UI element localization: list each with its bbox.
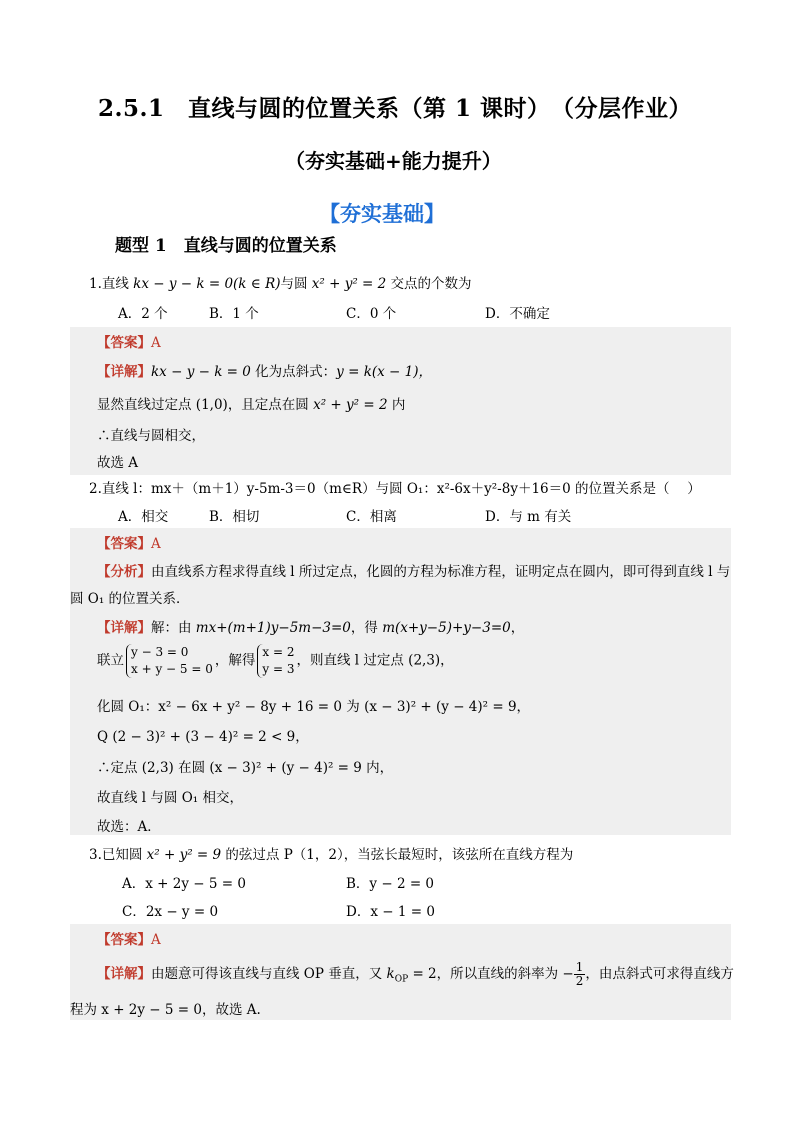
q1-stem-circle: x² + y² = 2 [311, 276, 387, 292]
q2-system2-eq1: x = 2 [262, 645, 295, 659]
detail-tag: 【详解】 [97, 966, 151, 982]
q1-d2-text-a: 显然直线过定点 [97, 397, 196, 413]
q2-option-a: A．相交 [118, 509, 169, 525]
q2-d1-text-b: ，得 [350, 620, 383, 636]
q2-analysis-text1: 由直线系方程求得直线 l 所过定点，化圆的方程为标准方程，证明定点在圆内，即可得到直线 l 与 [151, 564, 731, 580]
q2-system1-eq1: y − 3 = 0 [131, 645, 189, 659]
q1-d2-circle: x² + y² = 2 [313, 397, 388, 413]
q1-d1-math2: y = k(x − 1)， [336, 364, 433, 380]
q3-fraction-den: 2 [575, 974, 584, 988]
q2-detail-line3: 化圆 O₁：x² − 6x + y² − 8y + 16 = 0 为 (x − 3)² + (y − 4)² = 9， [97, 699, 531, 715]
q1-option-c: C．0 个 [346, 306, 397, 322]
q1-d1-math: kx − y − k = 0 [151, 364, 251, 380]
q2-analysis-line2: 圆 O₁ 的位置关系． [70, 591, 190, 607]
q2-system1 [126, 644, 213, 678]
q3-answer-value: A [151, 932, 161, 948]
q1-stem [89, 272, 472, 292]
q2-answer-value: A [151, 536, 161, 552]
q1-detail-line1 [97, 360, 432, 380]
q1-detail-line2 [97, 393, 405, 413]
q3-d1-text-b: = 2，所以直线的斜率为 − [408, 966, 574, 982]
q1-answer-value: A [151, 335, 161, 351]
q1-option-d: D．不确定 [485, 306, 550, 322]
q2-analysis-line1 [97, 560, 730, 580]
q1-stem-text-a: 1.直线 [89, 276, 134, 292]
answer-tag: 【答案】 [97, 536, 151, 552]
q1-option-a: A．2 个 [118, 306, 168, 322]
q2-detail-line1 [97, 616, 524, 636]
q3-d1-k: k [386, 966, 395, 982]
q2-d2-text-b: ，解得 [214, 652, 256, 669]
q2-option-c: C．相离 [346, 509, 397, 525]
q1-d2-text-c: 内 [387, 397, 406, 413]
q3-fraction [574, 961, 586, 988]
page-subtitle: （夯实基础+能力提升） [285, 149, 502, 173]
q2-d1-text-c: ， [510, 620, 525, 636]
q2-d1-text-a: 解：由 [151, 620, 196, 636]
answer-tag: 【答案】 [97, 932, 151, 948]
q2-detail-line4: Q (2 − 3)² + (3 − 4)² = 2 < 9， [97, 729, 309, 745]
q1-answer [97, 331, 161, 351]
q2-system2-eq2: y = 3 [262, 662, 295, 676]
q2-d2-text-c: ，则直线 l 过定点 (2,3)， [296, 652, 454, 669]
q2-detail-line2 [97, 644, 454, 678]
q1-stem-math: kx − y − k = 0(k ∈ R) [133, 276, 281, 292]
q2-stem: 2.直线 l：mx＋（m＋1）y-5m-3＝0（m∈R）与圆 O₁：x²-6x＋y²-8y＋16＝0 的位置关系是（ ） [89, 481, 701, 497]
q2-option-d: D．与 m 有关 [485, 509, 572, 525]
q2-option-b: B．相切 [209, 509, 260, 525]
q1-d2-point: (1,0) [195, 397, 228, 413]
q3-detail-line1 [97, 961, 734, 988]
q3-d1-sub: OP [394, 974, 409, 985]
q2-detail-line5: ∴定点 (2,3) 在圆 (x − 3)² + (y − 4)² = 9 内， [97, 760, 394, 776]
q3-stem-circle: x² + y² = 9 [146, 847, 222, 863]
q2-detail-line7: 故选：A． [97, 819, 161, 835]
q2-detail-line6: 故直线 l 与圆 O₁ 相交， [97, 790, 243, 806]
q2-answer [97, 532, 161, 552]
q3-stem-text-a: 3.已知圆 [89, 847, 147, 863]
page-title: 2.5.1 直线与圆的位置关系（第 1 课时） （分层作业） [98, 95, 693, 122]
q1-detail-line4: 故选 A [97, 455, 139, 471]
detail-tag: 【详解】 [97, 364, 151, 380]
q1-stem-text-b: 与圆 [280, 276, 312, 292]
q3-option-b: B．y − 2 = 0 [346, 876, 435, 892]
q3-stem-text-b: 的弦过点 P（1，2），当弦长最短时，该弦所在直线方程为 [221, 847, 574, 863]
q1-stem-text-c: 交点的个数为 [386, 276, 472, 292]
answer-tag: 【答案】 [97, 335, 151, 351]
q2-system2 [257, 644, 294, 678]
q3-option-d: D．x − 1 = 0 [346, 904, 435, 920]
topic-heading: 题型 1 直线与圆的位置关系 [115, 236, 337, 256]
q3-d1-text-c: ，由点斜式可求得直线方 [585, 966, 734, 982]
q3-detail-line2: 程为 x + 2y − 5 = 0，故选 A. [70, 1002, 261, 1018]
section-heading: 【夯实基础】 [319, 201, 445, 226]
q3-stem [89, 843, 573, 863]
analysis-tag: 【分析】 [97, 564, 151, 580]
q2-system1-eq2: x + y − 5 = 0 [131, 662, 213, 676]
q1-option-b: B．1 个 [209, 306, 259, 322]
q2-d1-math2: m(x+y−5)+y−3=0 [382, 620, 511, 636]
q3-d1-text-a: 由题意可得该直线与直线 OP 垂直，又 [151, 966, 387, 982]
q3-option-c: C．2x − y = 0 [122, 904, 219, 920]
detail-tag: 【详解】 [97, 620, 151, 636]
q3-fraction-num: 1 [575, 960, 584, 974]
q1-d2-text-b: ，且定点在圆 [227, 397, 314, 413]
q2-d1-math: mx+(m+1)y−5m−3=0 [195, 620, 351, 636]
q1-d1-text: 化为点斜式： [250, 364, 337, 380]
q3-option-a: A．x + 2y − 5 = 0 [122, 876, 246, 892]
q3-answer [97, 928, 161, 948]
q2-d2-text-a: 联立 [97, 652, 124, 669]
q1-detail-line3: ∴直线与圆相交， [97, 428, 205, 444]
